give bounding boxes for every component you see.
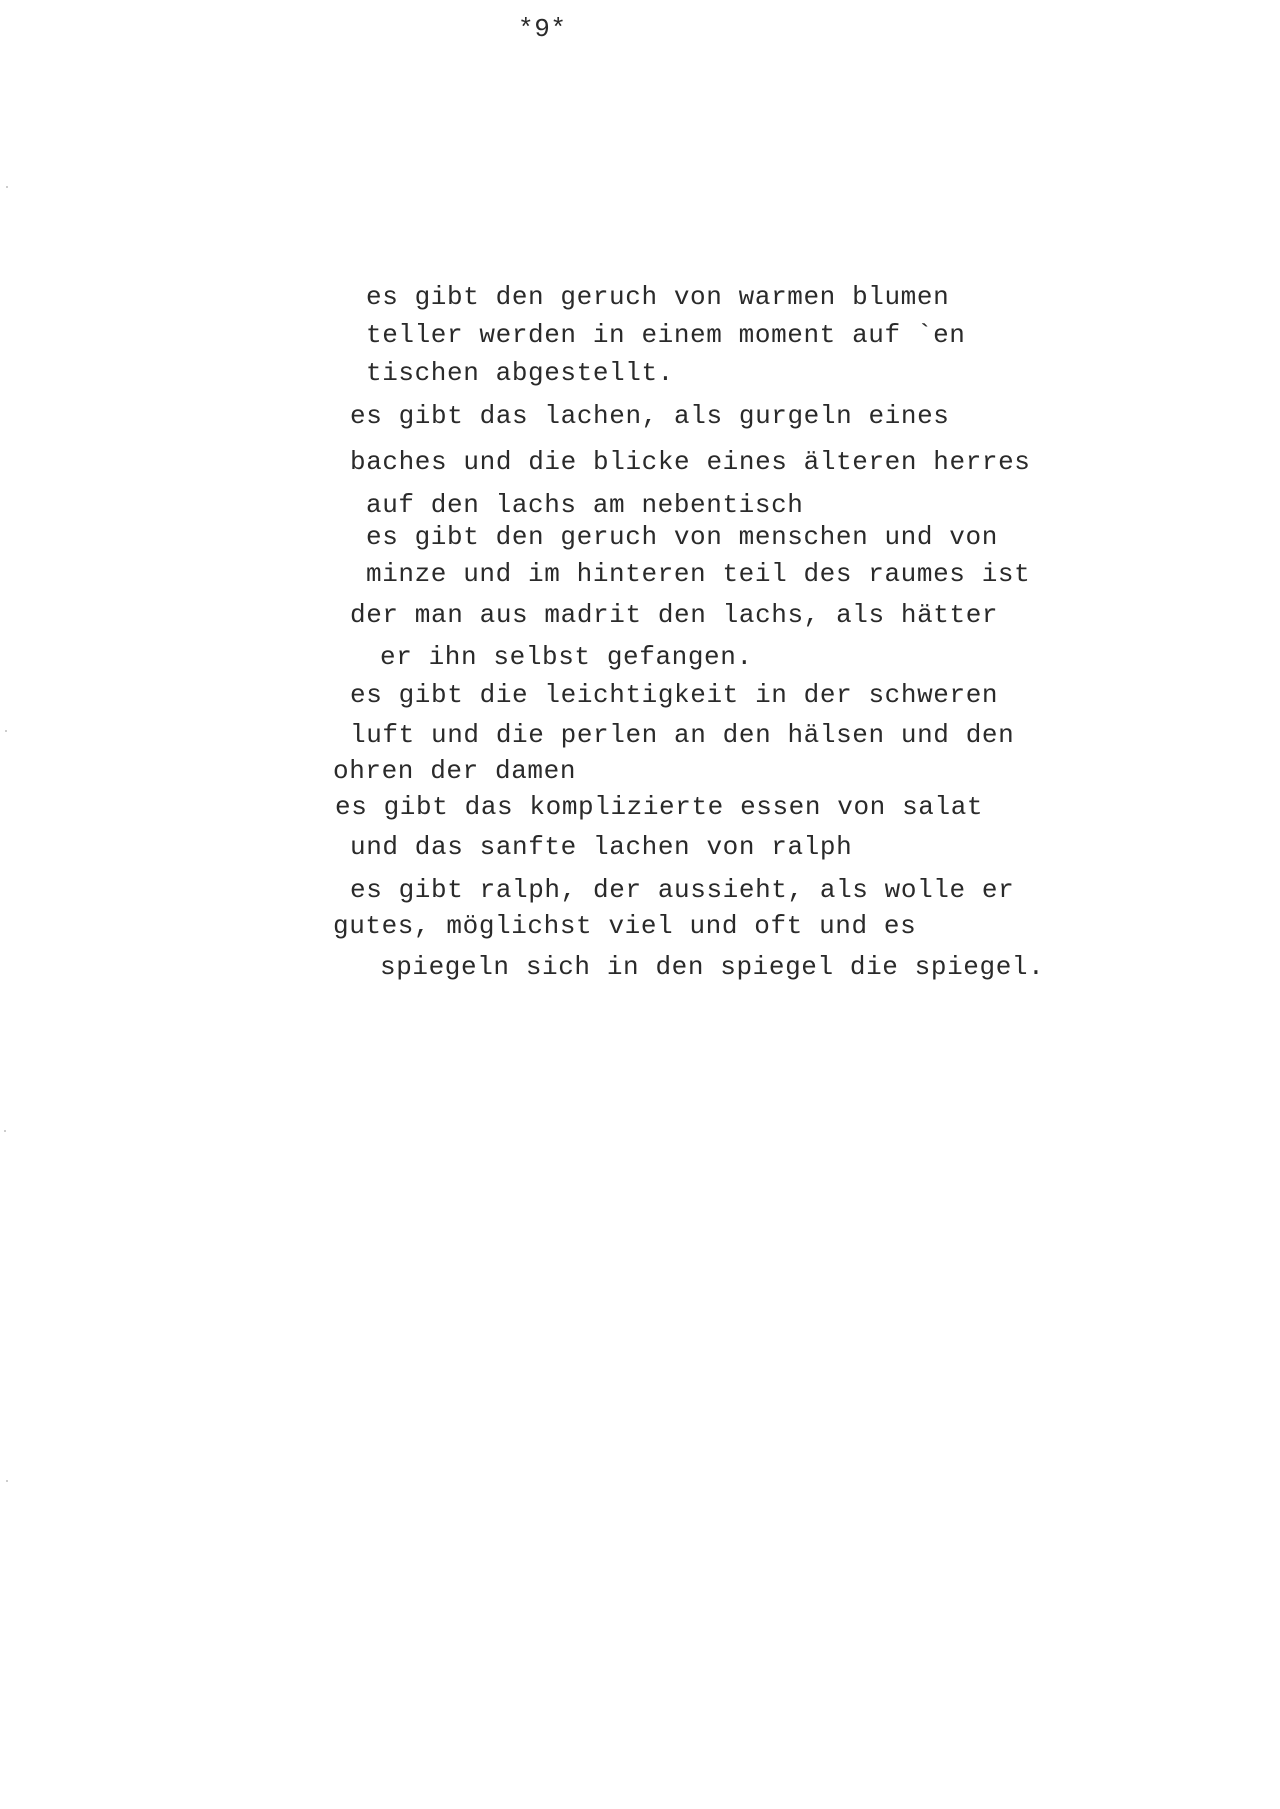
poem-line: es gibt das lachen, als gurgeln eines — [350, 401, 950, 431]
poem-line: baches und die blicke eines älteren herres — [350, 447, 1031, 477]
poem-line: und das sanfte lachen von ralph — [350, 832, 853, 862]
poem-line: teller werden in einem moment auf `en — [366, 320, 966, 350]
poem-line: minze und im hinteren teil des raumes ist — [366, 559, 1031, 589]
scan-speck — [6, 1480, 8, 1482]
poem-line: gutes, möglichst viel und oft und es — [333, 911, 917, 941]
poem-line: es gibt den geruch von menschen und von — [366, 522, 998, 552]
scan-speck — [5, 730, 7, 732]
poem-line: es gibt das komplizierte essen von salat — [335, 792, 984, 822]
poem-line: es gibt die leichtigkeit in der schweren — [350, 680, 999, 710]
poem-line: spiegeln sich in den spiegel die spiegel. — [380, 952, 1045, 982]
page-number: *9* — [518, 14, 567, 44]
poem-line: auf den lachs am nebentisch — [366, 490, 804, 520]
poem-line: es gibt den geruch von warmen blumen — [366, 282, 950, 312]
scan-speck — [6, 186, 8, 188]
scan-speck — [4, 1130, 6, 1132]
poem-line: der man aus madrit den lachs, als hätter — [350, 600, 999, 630]
poem-line: tischen abgestellt. — [366, 358, 674, 388]
poem-line: es gibt ralph, der aussieht, als wolle er — [350, 875, 1015, 905]
poem-line: luft und die perlen an den hälsen und den — [350, 720, 1015, 750]
poem-line: ohren der damen — [333, 756, 577, 786]
poem-line: er ihn selbst gefangen. — [380, 642, 753, 672]
